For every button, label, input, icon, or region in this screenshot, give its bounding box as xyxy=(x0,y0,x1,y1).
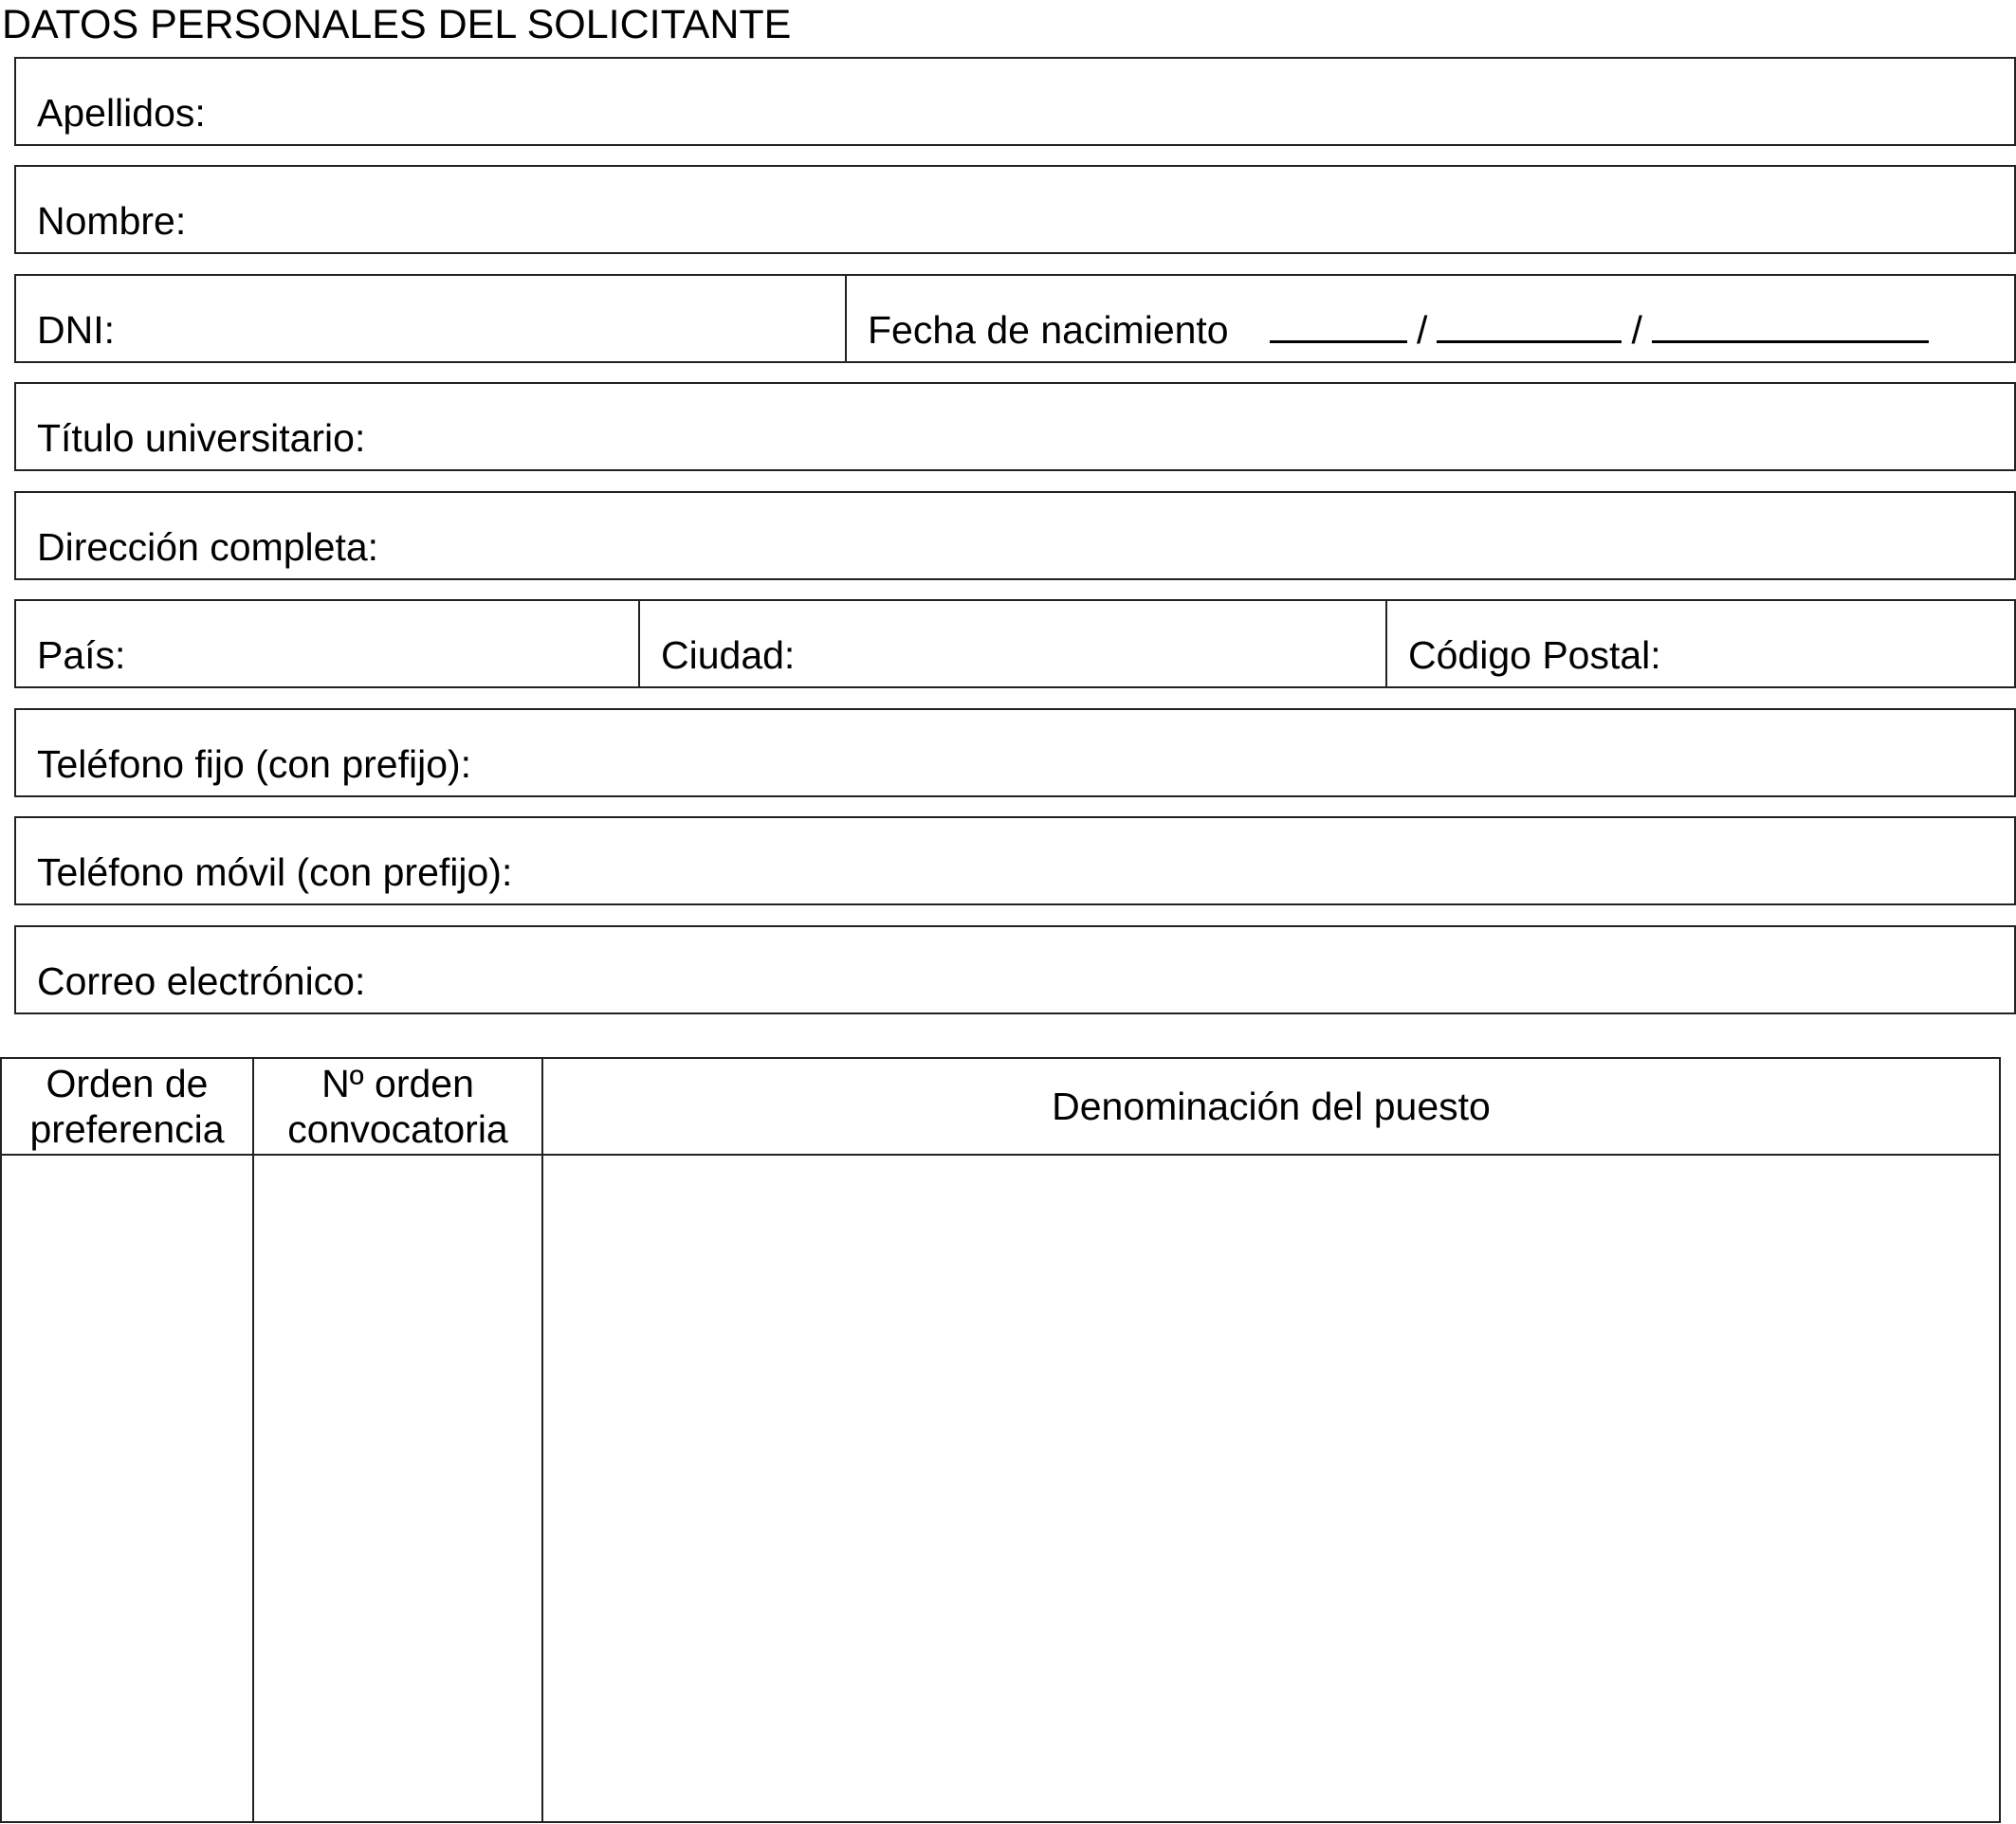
header-numero-orden: Nº orden convocatoria xyxy=(253,1058,542,1155)
location-row xyxy=(14,599,2016,688)
date-separator: / xyxy=(1631,308,1642,352)
titulo-field[interactable] xyxy=(14,382,2016,471)
apellidos-label: Apellidos: xyxy=(37,91,206,135)
fecha-nacimiento-text: Fecha de nacimiento xyxy=(868,308,1229,352)
dni-fecha-row xyxy=(14,274,2016,363)
telefono-movil-label: Teléfono móvil (con prefijo): xyxy=(37,850,513,894)
dni-field[interactable] xyxy=(16,276,845,361)
direccion-field[interactable] xyxy=(14,491,2016,580)
titulo-label: Título universitario: xyxy=(37,416,366,460)
denominacion-cell[interactable] xyxy=(542,1155,2000,1822)
pais-label: País: xyxy=(37,633,126,677)
direccion-label: Dirección completa: xyxy=(37,525,379,569)
ciudad-label: Ciudad: xyxy=(661,633,796,677)
table-row xyxy=(1,1155,2000,1822)
day-blank[interactable] xyxy=(1270,308,1407,343)
month-blank[interactable] xyxy=(1437,308,1622,343)
codigo-postal-label: Código Postal: xyxy=(1408,633,1661,677)
telefono-fijo-field[interactable] xyxy=(14,708,2016,797)
fecha-nacimiento-label xyxy=(868,308,1929,352)
date-separator: / xyxy=(1417,308,1428,352)
numero-orden-cell[interactable] xyxy=(253,1155,542,1822)
telefono-movil-field[interactable] xyxy=(14,816,2016,905)
ciudad-field[interactable] xyxy=(638,601,1385,686)
nombre-field[interactable] xyxy=(14,165,2016,254)
table-header-row xyxy=(1,1058,2000,1155)
orden-preferencia-cell[interactable] xyxy=(1,1155,253,1822)
pais-field[interactable] xyxy=(16,601,638,686)
codigo-postal-field[interactable] xyxy=(1385,601,2014,686)
correo-field[interactable] xyxy=(14,925,2016,1014)
preference-table xyxy=(0,1057,2001,1823)
nombre-label: Nombre: xyxy=(37,199,187,243)
year-blank[interactable] xyxy=(1652,308,1929,343)
correo-label: Correo electrónico: xyxy=(37,959,366,1003)
header-denominacion: Denominación del puesto xyxy=(542,1058,2000,1155)
apellidos-field[interactable] xyxy=(14,57,2016,146)
fecha-nacimiento-field[interactable] xyxy=(845,276,2014,361)
dni-label: DNI: xyxy=(37,308,115,352)
telefono-fijo-label: Teléfono fijo (con prefijo): xyxy=(37,742,472,786)
form-title: DATOS PERSONALES DEL SOLICITANTE xyxy=(2,2,792,47)
header-orden-preferencia: Orden de preferencia xyxy=(1,1058,253,1155)
